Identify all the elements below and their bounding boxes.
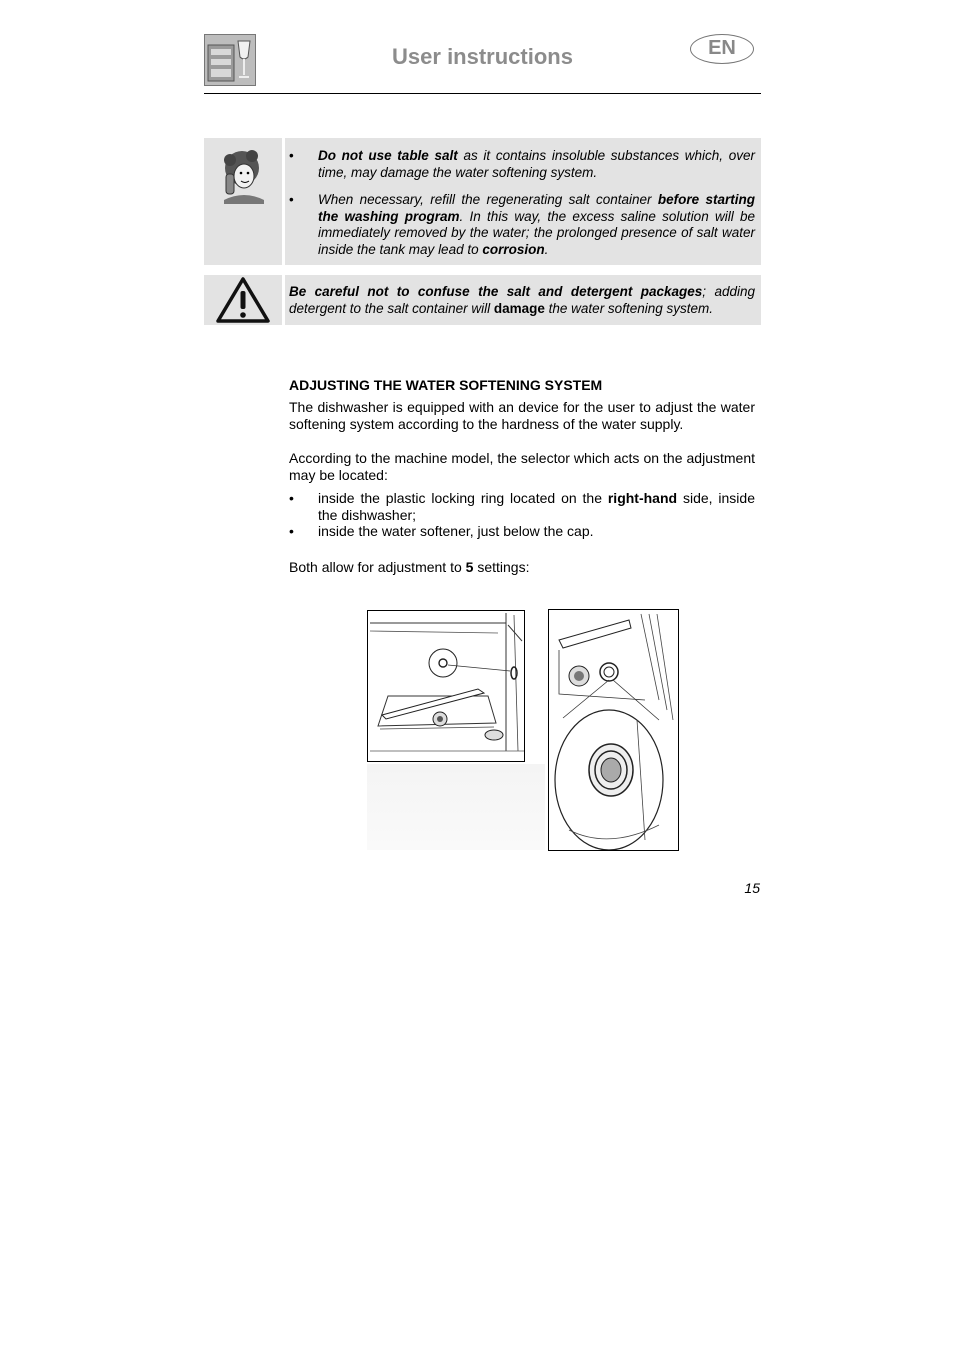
- warning-icon-cell: [204, 275, 282, 325]
- list-item-text: inside the water softener, just below the cap.: [318, 523, 594, 540]
- tip-item-text: When necessary, refill the regenerating salt container: [318, 192, 658, 208]
- intro-paragraph: The dishwasher is equipped with an device for the user to adjust the water softening system according to the hardness of the water supply.: [289, 399, 755, 432]
- warning-note: [285, 275, 761, 325]
- location-paragraph: According to the machine model, the selector which acts on the adjustment may be located:: [289, 450, 755, 483]
- warning-triangle-icon: [204, 312, 282, 329]
- section-heading: ADJUSTING THE WATER SOFTENING SYSTEM: [289, 377, 603, 393]
- figure-shadow: [367, 764, 545, 850]
- page-title: User instructions: [392, 44, 573, 69]
- tip-note: [285, 138, 761, 265]
- warning-emphasis: damage: [493, 300, 545, 316]
- language-badge: EN: [690, 34, 754, 64]
- bullet: •: [289, 192, 294, 208]
- tip-item: [289, 192, 755, 258]
- location-list: [289, 490, 755, 540]
- dishwasher-interior-selector-drawing: [367, 610, 525, 762]
- woman-on-phone-icon: [204, 205, 282, 222]
- list-item: [289, 523, 755, 540]
- dishwasher-glasses-icon: [204, 34, 256, 86]
- bullet: •: [289, 490, 294, 506]
- warning-text: ; adding detergent to the salt container will: [289, 284, 755, 316]
- tip-item: [289, 148, 755, 181]
- bullet: •: [289, 148, 294, 163]
- warning-emphasis: Be careful not to confuse the salt and detergent packages: [289, 284, 703, 299]
- header-divider: [204, 93, 761, 94]
- bullet: •: [289, 523, 294, 540]
- tip-item-emphasis: corrosion: [482, 241, 545, 257]
- settings-paragraph: [289, 559, 755, 576]
- tip-item-text: . In this way, the excess saline solution will be immediately removed by the water; the prolonged presence of salt water inside the tank may lead to: [318, 208, 755, 257]
- tip-item-emphasis: Do not use table salt: [318, 148, 458, 163]
- warning-text: the water softening system.: [544, 300, 713, 316]
- list-item: [289, 490, 755, 523]
- tip-item-text: as it contains insoluble substances which, over time, may damage the water softening system.: [318, 148, 755, 180]
- list-item-emphasis: right-hand: [607, 490, 678, 506]
- settings-count: 5: [465, 559, 474, 575]
- settings-text: settings:: [473, 559, 530, 575]
- tip-icon-cell: [204, 138, 282, 265]
- water-softener-cap-closeup-drawing: [548, 609, 679, 851]
- list-item-text: side, inside the dishwasher;: [318, 490, 755, 523]
- list-item-text: inside the plastic locking ring located on the: [318, 490, 608, 506]
- tip-item-emphasis: before starting the washing program: [318, 192, 756, 224]
- settings-text: Both allow for adjustment to: [289, 559, 466, 575]
- page-number: 15: [744, 880, 760, 896]
- tip-item-text: .: [544, 241, 549, 257]
